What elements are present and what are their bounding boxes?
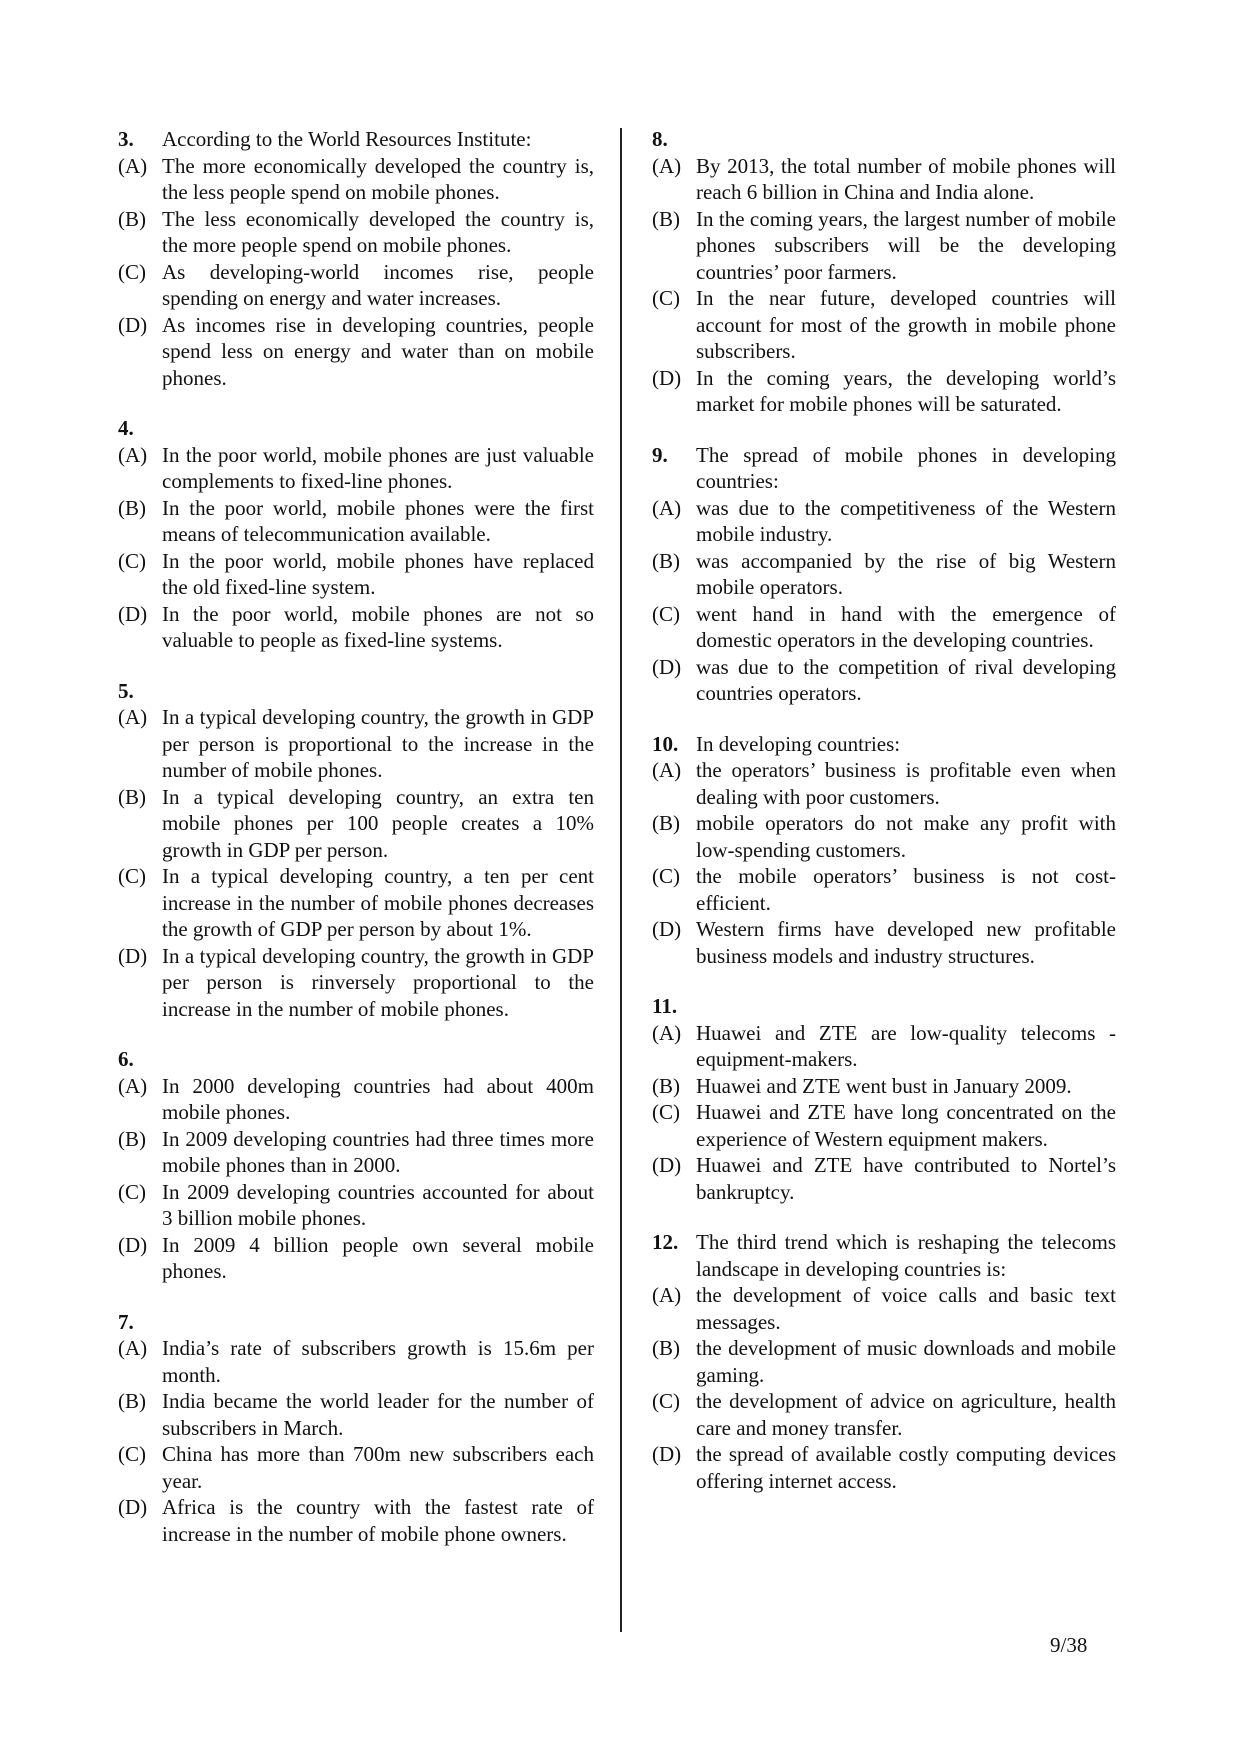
option-text: the development of advice on agriculture, health care and money transfer. (696, 1389, 1116, 1440)
option-b (118, 784, 594, 864)
option-letter: (C) (652, 864, 680, 888)
option-letter: (A) (652, 1283, 682, 1307)
question-stem (162, 415, 594, 442)
option-d (652, 654, 1116, 707)
option-d (652, 1441, 1116, 1494)
option-text: Huawei and ZTE are low-quality telecoms - equipment-makers. (696, 1020, 1116, 1071)
option-a (118, 1073, 594, 1126)
question-8 (652, 126, 1116, 418)
option-letter: (B) (652, 548, 680, 573)
question-stem (162, 1309, 594, 1336)
option-text: In a typical developing country, an extra ten mobile phones per 100 people creates a 10% growth in GDP per person. (162, 784, 594, 862)
option-a (652, 153, 1116, 206)
option-letter: (B) (118, 206, 146, 231)
question-stem: The third trend which is reshaping the telecoms landscape in developing countries is: (696, 1230, 1116, 1281)
question-9 (652, 442, 1116, 707)
option-letter: (B) (118, 784, 146, 809)
option-letter: (B) (652, 1073, 680, 1098)
question-number: 5. (118, 678, 134, 703)
question-4 (118, 415, 594, 654)
option-text: the development of music downloads and mobile gaming. (696, 1336, 1116, 1387)
option-text: In 2000 developing countries had about 400m mobile phones. (162, 1073, 594, 1124)
option-c (118, 259, 594, 312)
question-number: 4. (118, 416, 134, 440)
option-text: India’s rate of subscribers growth is 15.6m per month. (162, 1336, 594, 1387)
option-letter: (C) (652, 1389, 680, 1413)
question-header (652, 993, 1116, 1020)
option-letter: (D) (652, 1153, 682, 1177)
option-a (118, 153, 594, 206)
question-3 (118, 126, 594, 391)
option-c (652, 1388, 1116, 1441)
option-letter: (C) (118, 864, 146, 888)
question-number: 12. (652, 1230, 679, 1254)
option-letter: (A) (652, 1020, 682, 1045)
question-header (118, 1046, 594, 1073)
option-d (118, 312, 594, 392)
option-text: the operators’ business is profitable even when dealing with poor customers. (696, 758, 1116, 809)
option-text: Western firms have developed new profitable business models and industry structures. (696, 917, 1116, 968)
option-letter: (B) (118, 1389, 146, 1413)
option-c (652, 285, 1116, 365)
option-text: In 2009 4 billion people own several mobile phones. (162, 1232, 594, 1283)
option-b (652, 548, 1116, 601)
option-text: was due to the competition of rival developing countries operators. (696, 654, 1116, 705)
option-text: mobile operators do not make any profit with low-spending customers. (696, 811, 1116, 862)
option-letter: (C) (118, 1179, 146, 1204)
question-number: 11. (652, 994, 678, 1018)
option-letter: (A) (652, 495, 682, 520)
option-c (118, 863, 594, 943)
option-c (118, 548, 594, 601)
option-text: In the poor world, mobile phones were the first means of telecommunication available. (162, 495, 594, 546)
question-header (118, 678, 594, 705)
option-d (118, 943, 594, 1023)
question-10 (652, 731, 1116, 970)
option-d (118, 1232, 594, 1285)
option-text: China has more than 700m new subscribers each year. (162, 1442, 594, 1493)
option-b (652, 1335, 1116, 1388)
option-a (118, 442, 594, 495)
option-letter: (A) (118, 153, 148, 178)
option-c (652, 1099, 1116, 1152)
option-letter: (C) (118, 259, 146, 284)
option-text: the spread of available costly computing devices offering internet access. (696, 1442, 1116, 1493)
option-text: In the poor world, mobile phones have replaced the old fixed-line system. (162, 548, 594, 599)
option-b (118, 495, 594, 548)
option-d (652, 365, 1116, 418)
option-a (652, 495, 1116, 548)
option-letter: (D) (118, 943, 148, 968)
question-7 (118, 1309, 594, 1548)
question-stem (162, 678, 594, 705)
option-text: the development of voice calls and basic text messages. (696, 1283, 1116, 1334)
option-c (118, 1179, 594, 1232)
question-header (118, 415, 594, 442)
option-text: In a typical developing country, the growth in GDP per person is proportional to the increase in the number of mobile phones. (162, 705, 594, 782)
column-divider (620, 128, 622, 1632)
option-text: As developing-world incomes rise, people spending on energy and water increases. (162, 259, 594, 310)
option-letter: (A) (652, 153, 682, 178)
option-letter: (A) (118, 442, 148, 467)
option-letter: (A) (118, 1336, 148, 1360)
page-number: 9/38 (1050, 1633, 1088, 1657)
option-letter: (D) (652, 365, 682, 390)
question-5 (118, 678, 594, 1023)
option-b (652, 1073, 1116, 1100)
option-b (118, 206, 594, 259)
option-letter: (A) (652, 758, 682, 782)
option-a (118, 1335, 594, 1388)
option-text: Huawei and ZTE went bust in January 2009. (696, 1073, 1072, 1098)
option-a (118, 704, 594, 784)
right-column (652, 126, 1116, 1518)
option-text: went hand in hand with the emergence of domestic operators in the developing countries. (696, 601, 1116, 652)
option-letter: (C) (652, 1100, 680, 1124)
option-a (652, 757, 1116, 810)
option-text: In a typical developing country, the growth in GDP per person is rinversely proportional to the increase in the number of mobile phones. (162, 943, 594, 1021)
option-letter: (A) (118, 1073, 148, 1098)
option-text: Huawei and ZTE have long concentrated on the experience of Western equipment makers. (696, 1100, 1116, 1151)
option-text: As incomes rise in developing countries, people spend less on energy and water than on mobile phones. (162, 312, 594, 390)
question-stem (162, 1046, 594, 1073)
question-stem (696, 126, 1116, 153)
option-c (652, 601, 1116, 654)
option-letter: (D) (652, 654, 682, 679)
option-letter: (B) (652, 1336, 680, 1360)
question-number: 7. (118, 1309, 134, 1334)
option-text: In 2009 developing countries had three times more mobile phones than in 2000. (162, 1126, 594, 1177)
question-stem: The spread of mobile phones in developing countries: (696, 442, 1116, 493)
option-letter: (A) (118, 705, 148, 729)
option-text: In 2009 developing countries accounted for about 3 billion mobile phones. (162, 1179, 594, 1230)
question-header (652, 442, 1116, 495)
question-number: 8. (652, 127, 668, 151)
option-letter: (D) (118, 601, 148, 626)
option-text: In the coming years, the developing world’s market for mobile phones will be saturated. (696, 365, 1116, 416)
question-6 (118, 1046, 594, 1285)
question-number: 6. (118, 1047, 134, 1071)
option-b (652, 810, 1116, 863)
option-a (652, 1020, 1116, 1073)
option-b (652, 206, 1116, 286)
option-b (118, 1126, 594, 1179)
option-letter: (D) (118, 312, 148, 337)
question-header (118, 126, 594, 153)
option-text: India became the world leader for the number of subscribers in March. (162, 1389, 594, 1440)
option-text: In the poor world, mobile phones are just valuable complements to fixed-line phones. (162, 442, 594, 493)
option-c (118, 1441, 594, 1494)
option-letter: (C) (652, 286, 680, 310)
option-a (652, 1282, 1116, 1335)
option-letter: (C) (652, 601, 680, 626)
question-header (118, 1309, 594, 1336)
option-d (118, 1494, 594, 1547)
question-header (652, 126, 1116, 153)
question-header (652, 731, 1116, 758)
option-text: the mobile operators’ business is not cost-efficient. (696, 864, 1116, 915)
option-text: The less economically developed the country is, the more people spend on mobile phones. (162, 206, 594, 257)
option-text: The more economically developed the country is, the less people spend on mobile phones. (162, 153, 594, 204)
option-d (118, 601, 594, 654)
option-letter: (D) (118, 1495, 148, 1519)
option-c (652, 863, 1116, 916)
option-letter: (C) (118, 1442, 146, 1466)
option-text: In a typical developing country, a ten per cent increase in the number of mobile phones decreases the growth of GDP per person by about 1%. (162, 864, 594, 941)
question-number: 10. (652, 731, 679, 756)
question-stem: In developing countries: (696, 731, 901, 756)
question-number: 3. (118, 127, 134, 151)
option-text: In the poor world, mobile phones are not so valuable to people as fixed-line systems. (162, 601, 594, 652)
option-text: was accompanied by the rise of big Western mobile operators. (696, 548, 1116, 599)
question-stem: According to the World Resources Institute: (162, 127, 532, 151)
left-column (118, 126, 594, 1571)
option-letter: (D) (652, 917, 682, 941)
option-letter: (D) (118, 1232, 148, 1257)
option-text: Africa is the country with the fastest rate of increase in the number of mobile phone owners. (162, 1495, 594, 1546)
question-header (652, 1229, 1116, 1282)
option-text: In the coming years, the largest number of mobile phones subscribers will be the developing countries’ poor farmers. (696, 206, 1116, 284)
option-d (652, 1152, 1116, 1205)
option-letter: (B) (652, 206, 680, 231)
option-b (118, 1388, 594, 1441)
option-letter: (B) (652, 811, 680, 835)
option-letter: (B) (118, 495, 146, 520)
option-letter: (C) (118, 548, 146, 573)
option-text: By 2013, the total number of mobile phones will reach 6 billion in China and India alone. (696, 153, 1116, 204)
option-text: Huawei and ZTE have contributed to Nortel’s bankruptcy. (696, 1153, 1116, 1204)
question-number: 9. (652, 442, 668, 467)
option-letter: (B) (118, 1126, 146, 1151)
option-text: In the near future, developed countries will account for most of the growth in mobile phone subscribers. (696, 286, 1116, 363)
option-letter: (D) (652, 1442, 682, 1466)
question-stem (696, 993, 1116, 1020)
option-text: was due to the competitiveness of the Western mobile industry. (696, 495, 1116, 546)
question-11 (652, 993, 1116, 1205)
option-d (652, 916, 1116, 969)
question-12 (652, 1229, 1116, 1494)
